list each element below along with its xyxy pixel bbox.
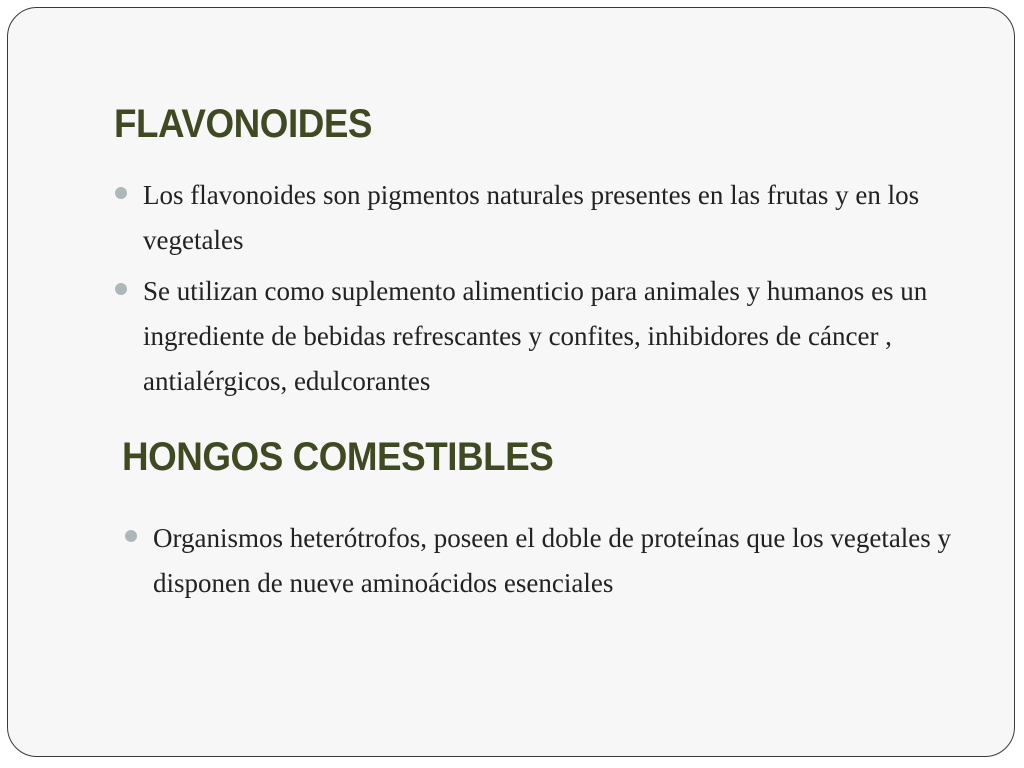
list-item <box>125 516 985 606</box>
list-item <box>115 173 985 263</box>
bullet-text: Los flavonoides son pigmentos naturales presentes en las frutas y en los vegetales <box>143 180 920 255</box>
bullet-icon <box>115 187 127 199</box>
section-title-hongos-comestibles: HONGOS COMESTIBLES <box>122 435 554 479</box>
section-title-flavonoides: FLAVONOIDES <box>114 102 373 146</box>
bullet-text: Se utilizan como suplemento alimenticio para animales y humanos es un ingrediente de bebidas refrescantes y confites, inhibidores de cáncer , antialérgicos, edulcorantes <box>143 276 928 396</box>
bullet-list-flavonoides <box>115 173 985 410</box>
bullet-icon <box>125 530 137 542</box>
slide <box>7 7 1015 757</box>
bullet-list-hongos <box>125 516 985 612</box>
bullet-text: Organismos heterótrofos, poseen el doble de proteínas que los vegetales y disponen de nueve aminoácidos esenciales <box>153 523 952 598</box>
list-item <box>115 269 985 404</box>
bullet-icon <box>115 283 127 295</box>
